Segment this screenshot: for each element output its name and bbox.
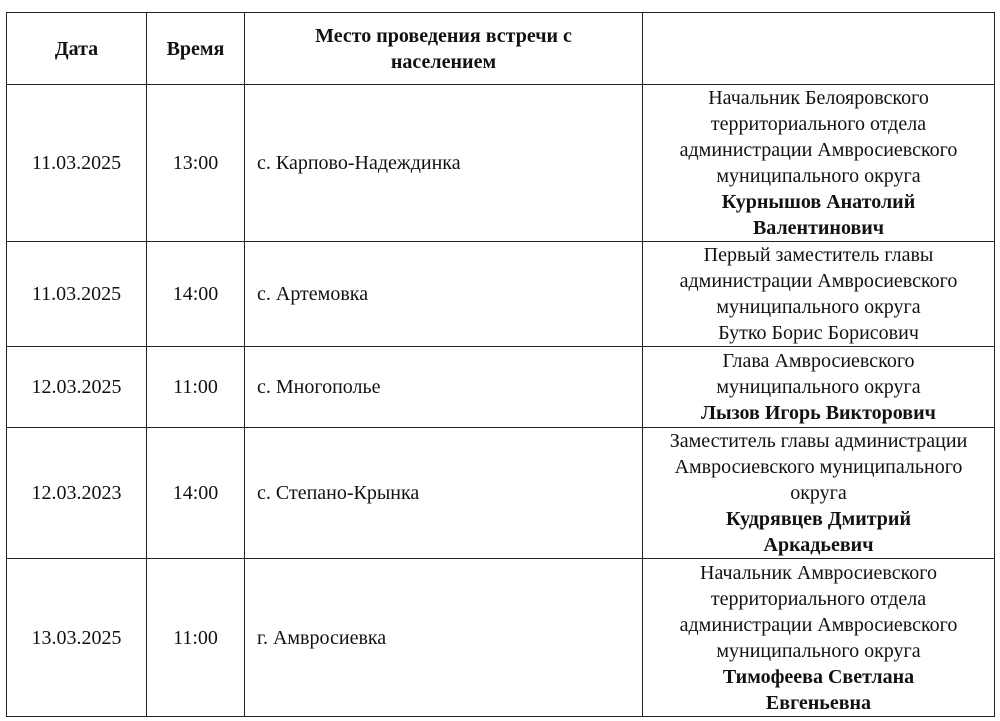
place-cell: г. Амвросиевка (245, 559, 643, 717)
official-cell (643, 559, 995, 717)
official-name: Бутко Борис Борисович (718, 322, 919, 344)
time-cell: 11:00 (147, 347, 245, 428)
official-cell (643, 428, 995, 559)
header-date: Дата (7, 13, 147, 85)
official-position: Первый заместитель главы администрации Амвросиевского муниципального округа (679, 244, 958, 318)
date-cell: 12.03.2025 (7, 347, 147, 428)
official-cell (643, 242, 995, 347)
table-row (7, 85, 995, 242)
place-cell: с. Карпово-Надеждинка (245, 85, 643, 242)
date-cell: 11.03.2025 (7, 242, 147, 347)
header-official (643, 13, 995, 85)
table-row (7, 559, 995, 717)
official-cell (643, 85, 995, 242)
header-place: Место проведения встречи с населением (245, 13, 643, 85)
time-cell: 14:00 (147, 242, 245, 347)
official-position: Заместитель главы администрации Амвросиевского муниципального округа (669, 430, 968, 504)
table-row (7, 347, 995, 428)
time-cell: 11:00 (147, 559, 245, 717)
official-position: Начальник Белояровского территориального отдела администрации Амвросиевского муниципального округа (679, 87, 958, 187)
place-cell: с. Степано-Крынка (245, 428, 643, 559)
official-name: Курнышов Анатолий Валентинович (721, 191, 916, 239)
date-cell: 11.03.2025 (7, 85, 147, 242)
official-cell (643, 347, 995, 428)
date-cell: 13.03.2025 (7, 559, 147, 717)
official-position: Глава Амвросиевского муниципального округа (716, 350, 921, 398)
place-cell: с. Многополье (245, 347, 643, 428)
time-cell: 14:00 (147, 428, 245, 559)
official-name: Лызов Игорь Викторович (701, 402, 936, 424)
meetings-schedule-table (6, 12, 995, 717)
place-cell: с. Артемовка (245, 242, 643, 347)
official-position: Начальник Амвросиевского территориального отдела администрации Амвросиевского муниципального округа (679, 561, 958, 662)
official-name: Тимофеева Светлана Евгеньевна (722, 665, 915, 714)
table-header-row (7, 13, 995, 85)
header-time: Время (147, 13, 245, 85)
time-cell: 13:00 (147, 85, 245, 242)
table-row (7, 242, 995, 347)
official-name: Кудрявцев Дмитрий Аркадьевич (726, 508, 911, 556)
table-row (7, 428, 995, 559)
date-cell: 12.03.2023 (7, 428, 147, 559)
